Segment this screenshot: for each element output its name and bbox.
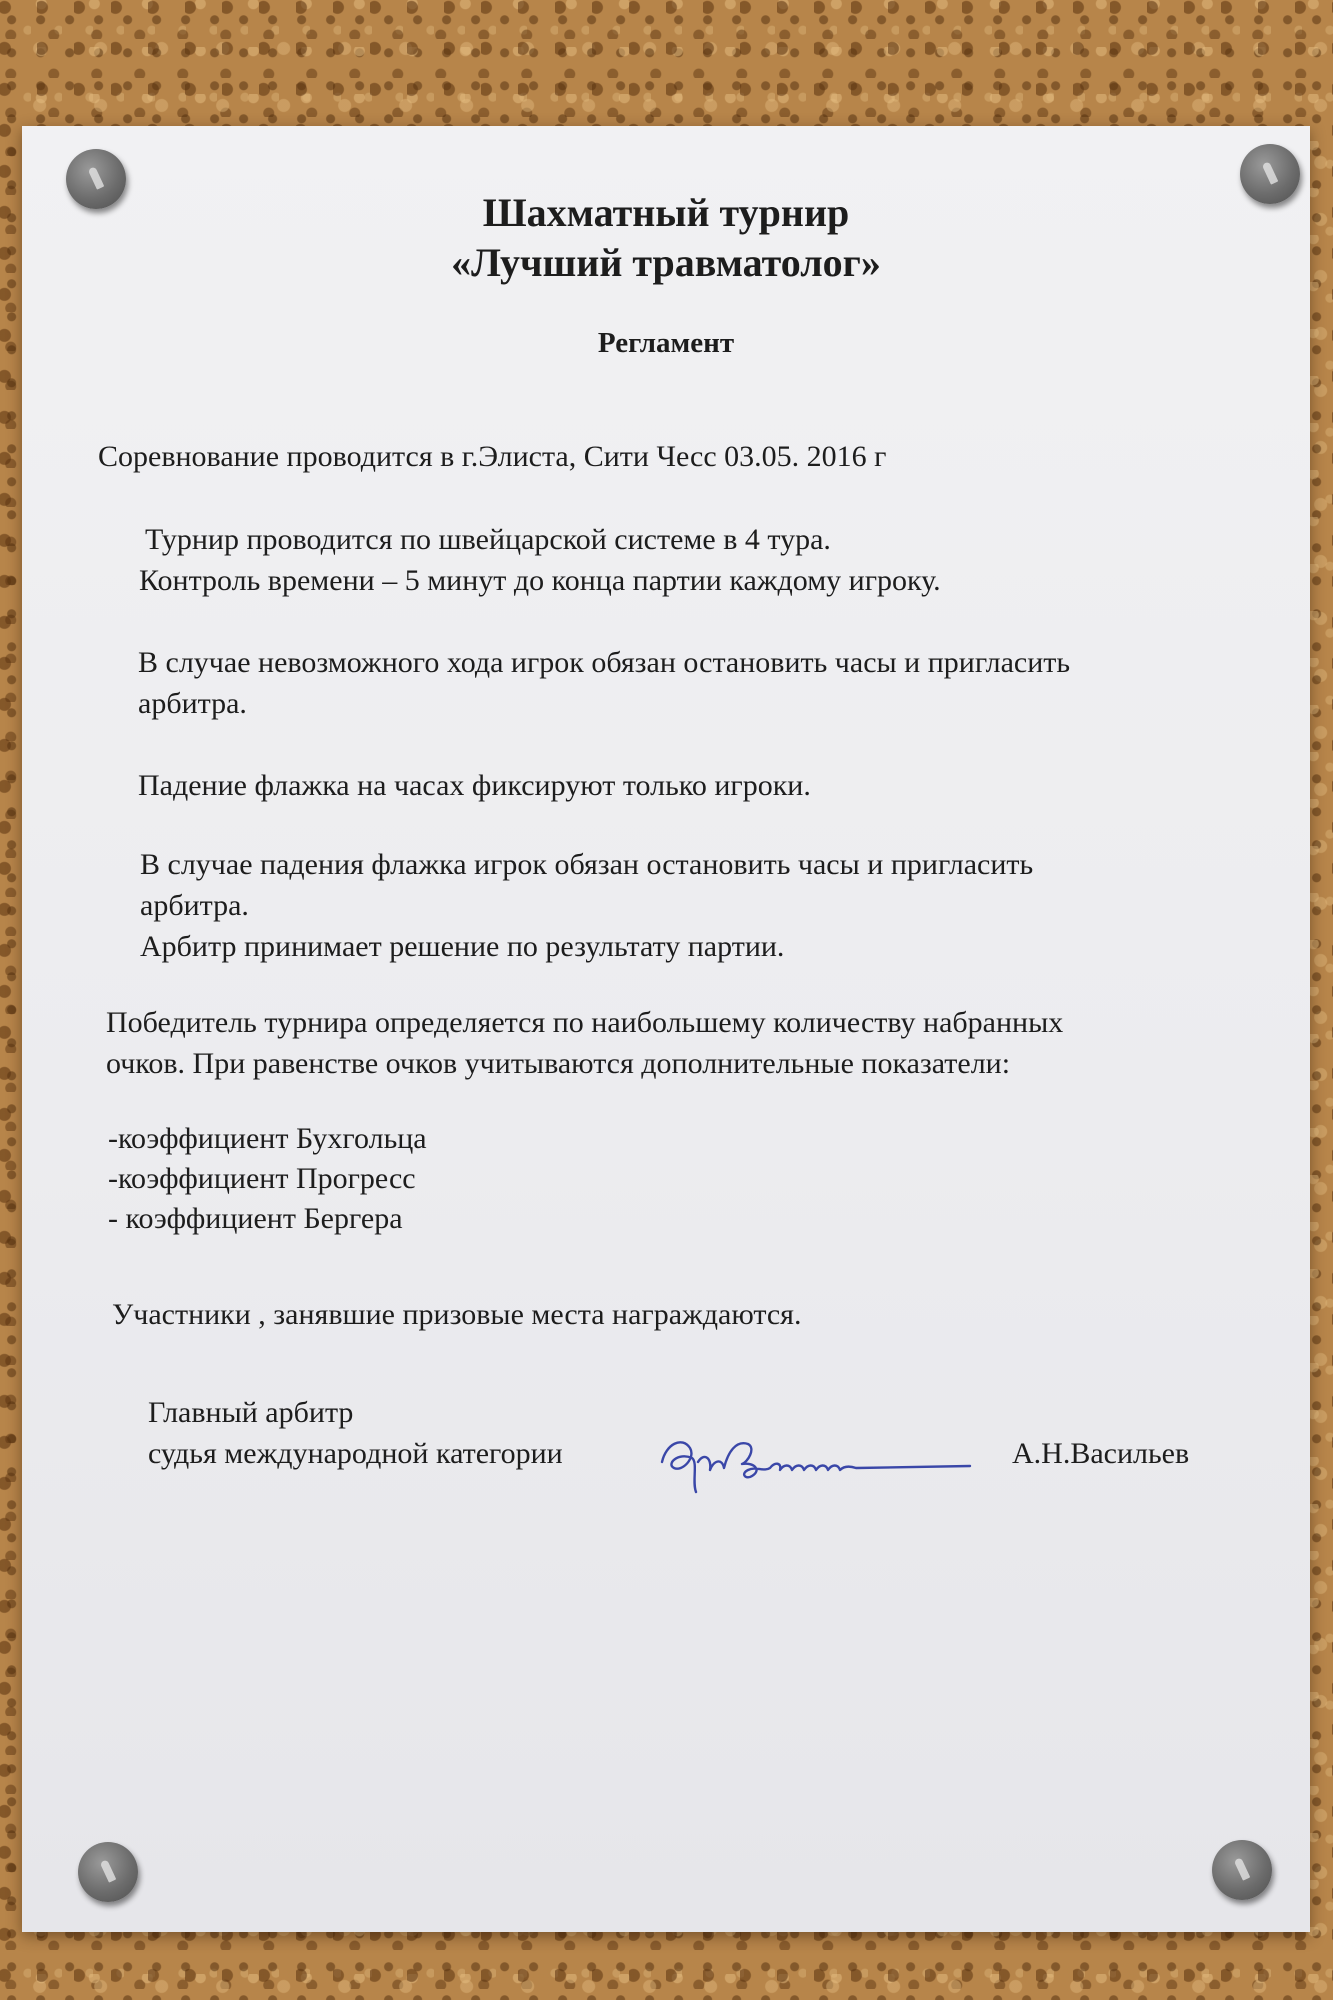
signoff-role: Главный арбитр [148,1396,354,1429]
time-control-line: Контроль времени – 5 минут до конца партии каждому игроку. [139,564,941,597]
document-title: Шахматный турнир [482,190,850,235]
signoff-name: А.Н.Васильев [1012,1437,1190,1470]
illegal-move-rule-cont: арбитра. [138,687,247,720]
tiebreak-berger: - коэффициент Бергера [108,1202,403,1235]
signature-icon [652,1422,982,1502]
venue-line: Соревнование проводится в г.Элиста, Сити Чесс 03.05. 2016 г [98,440,887,473]
pushpin-icon [1212,1840,1272,1900]
tiebreak-buchholz: -коэффициент Бухгольца [108,1122,427,1155]
arbiter-decision-line: Арбитр принимает решение по результату партии. [140,930,785,963]
illegal-move-rule: В случае невозможного хода игрок обязан остановить часы и пригласить [138,646,1071,679]
system-line: Турнир проводится по швейцарской системе в 4 тура. [145,523,831,556]
notice-sheet [22,126,1310,1932]
prizes-line: Участники , занявшие призовые места награждаются. [112,1298,802,1331]
winner-rule: Победитель турнира определяется по наибольшему количеству набранных [106,1006,1064,1039]
flag-fall-rule: В случае падения флажка игрок обязан остановить часы и пригласить [140,848,1034,881]
winner-rule-cont: очков. При равенстве очков учитываются дополнительные показатели: [106,1047,1011,1080]
signoff-category: судья международной категории [148,1437,563,1470]
flag-fall-rule-cont: арбитра. [140,889,249,922]
tiebreak-progress: -коэффициент Прогресс [108,1162,416,1195]
tournament-name: «Лучший травматолог» [451,240,881,285]
regulations-heading: Регламент [597,327,735,359]
pushpin-icon [78,1842,138,1902]
flag-fall-note: Падение флажка на часах фиксируют только игроки. [138,769,811,802]
